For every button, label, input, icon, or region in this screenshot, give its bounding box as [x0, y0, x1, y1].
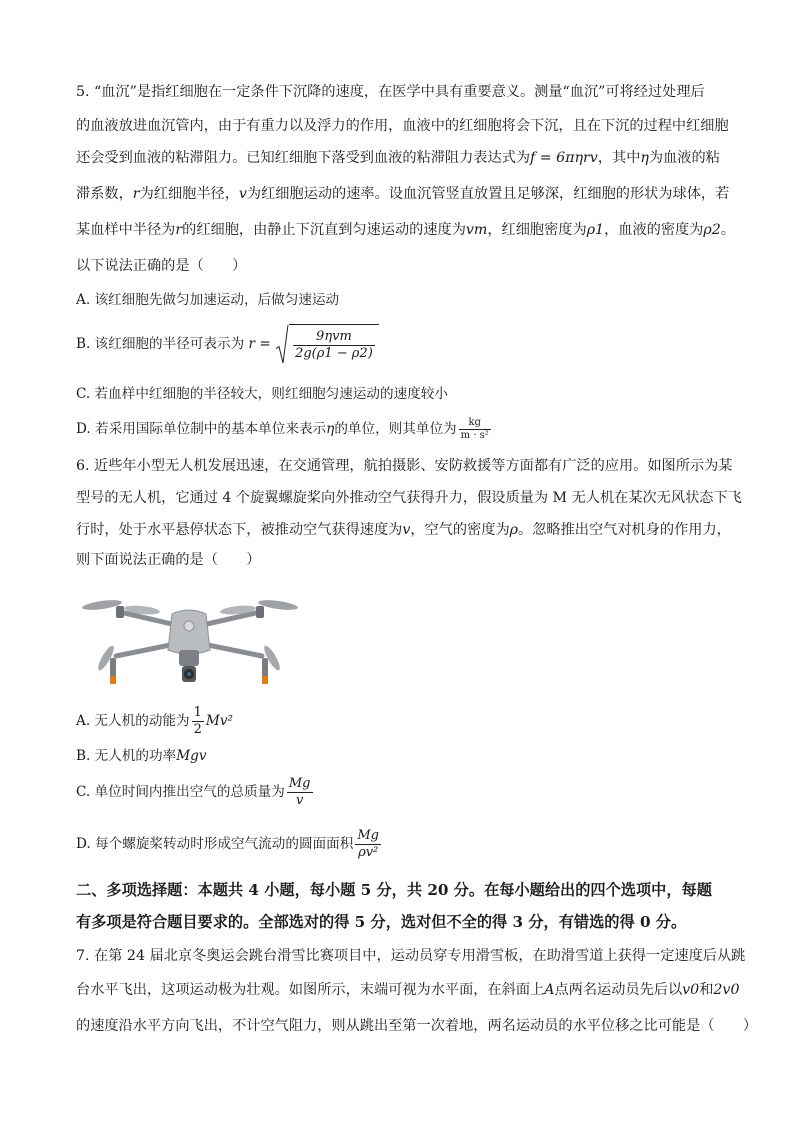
q5-line-1: 5. “血沉”是指红细胞在一定条件下沉降的速度，在医学中具有重要意义。测量“血沉”可将经过处理后 — [76, 84, 705, 100]
q5-option-b-text: B. 该红细胞的半径可表示为 — [76, 336, 245, 352]
unit-numerator: kg — [459, 417, 491, 430]
half-numerator: 1 — [193, 705, 202, 720]
q6-line-3-text-a: 行时，处于水平悬停状态下，被推动空气获得速度为 — [76, 522, 403, 538]
q5-line-5-text-b: 的红细胞，由静止下沉直到匀速运动的速度为 — [182, 222, 466, 238]
q5-line-3-text-b: ，其中 — [597, 150, 641, 166]
radius-denominator: 2g(ρ1 − ρ2) — [295, 346, 373, 361]
mass-rate-numerator: Mg — [288, 776, 311, 791]
q5-line-5 — [76, 220, 735, 240]
2v0-symbol: 2v0 — [713, 982, 740, 998]
q6-line-4: 则下面说法正确的是（ ） — [76, 552, 261, 568]
q5-option-b[interactable] — [76, 324, 379, 365]
q7-line-1: 7. 在第 24 届北京冬奥运会跳台滑雪比赛项目中，运动员穿专用滑雪板，在助滑雪道上获得一定速度后从跳 — [76, 948, 746, 964]
v-symbol: v — [402, 522, 411, 538]
q6-line-3 — [76, 520, 731, 540]
q5-line-4-text-c: 为红细胞运动的速率。设血沉管竖直放置且足够深，红细胞的形状为球体，若 — [246, 186, 730, 202]
q6-option-a-text: A. 无人机的动能为 — [76, 713, 190, 729]
vm-symbol: vm — [465, 222, 488, 238]
radius-lhs: r = — [248, 336, 271, 352]
q5-option-d-text-a: D. 若采用国际单位制中的基本单位来表示 — [76, 421, 327, 437]
q6-option-c-text: C. 单位时间内推出空气的总质量为 — [76, 784, 285, 800]
kinetic-energy-term: Mv² — [205, 713, 233, 729]
q5-line-5-text-a: 某血样中半径为 — [76, 222, 176, 238]
mass-rate-denominator: v — [296, 793, 304, 808]
q5-line-5-text-e: 。 — [720, 222, 735, 238]
mass-rate-fraction — [287, 776, 313, 809]
q5-line-2: 的血液放进血沉管内，由于有重力以及浮力的作用，血液中的红细胞将会下沉，且在下沉的过程中红细胞 — [76, 118, 729, 134]
q5-line-3-text: 还会受到血液的粘滞阻力。已知红细胞下落受到血液的粘滞阻力表达式为 — [76, 150, 531, 166]
q5-line-4 — [76, 184, 729, 204]
drone-image — [80, 588, 298, 698]
rho1-symbol: ρ1 — [586, 222, 605, 238]
q7-line-3: 的速度沿水平方向飞出，不计空气阻力，则从跳出至第一次着地，两名运动员的水平位移之比可能是（ ） — [76, 1018, 758, 1034]
q5-line-5-text-d: ，血液的密度为 — [604, 222, 704, 238]
q6-line-2: 型号的无人机，它通过 4 个旋翼螺旋桨向外推动空气获得升力，假设质量为 M 无人机在某次无风状态下飞 — [76, 490, 742, 506]
radius-sqrt — [275, 324, 379, 365]
q7-line-2-text-a: 台水平飞出，这项运动极为壮观。如图所示，末端可视为水平面，在斜面上 — [76, 982, 545, 998]
power-term: Mgv — [176, 748, 207, 764]
q6-line-3-text-b: ，空气的密度为 — [410, 522, 510, 538]
q7-line-2 — [76, 980, 739, 1000]
half-denominator: 2 — [193, 722, 202, 737]
q7-line-2-text-c: 和 — [699, 982, 714, 998]
radius-fraction — [293, 329, 375, 362]
q6-option-d-text: D. 每个螺旋桨转动时形成空气流动的圆面面积 — [76, 836, 354, 852]
q5-option-c[interactable]: C. 若血样中红细胞的半径较大，则红细胞匀速运动的速度较小 — [76, 386, 448, 402]
rho-symbol: ρ — [509, 522, 519, 538]
eta-symbol: η — [640, 150, 649, 166]
q6-line-3-text-c: 。忽略推出空气对机身的作用力， — [518, 522, 731, 538]
area-fraction — [355, 828, 381, 861]
q6-option-b[interactable] — [76, 746, 207, 766]
rho2-symbol: ρ2 — [703, 222, 721, 238]
section-2-heading-line-1: 二、多项选择题：本题共 4 小题，每小题 5 分，共 20 分。在每小题给出的四个选项中，每题 — [76, 881, 712, 899]
r-symbol: r — [132, 186, 140, 202]
v0-symbol: v0 — [682, 982, 700, 998]
q5-line-3-text-c: 为血液的粘 — [648, 150, 720, 166]
q5-option-d-text-b: 的单位，则其单位为 — [334, 421, 457, 437]
q5-line-4-text-b: 为红细胞半径， — [139, 186, 239, 202]
q5-line-6: 以下说法正确的是（ ） — [76, 258, 247, 274]
v-symbol: v — [238, 186, 247, 202]
radius-numerator: 9ηvm — [293, 329, 375, 346]
sqrt-icon — [275, 324, 289, 365]
q6-option-b-text: B. 无人机的功率 — [76, 748, 177, 764]
r-symbol: r — [175, 222, 183, 238]
area-denominator: ρv² — [358, 845, 379, 860]
section-2-heading-line-2: 有多项是符合题目要求的。全部选对的得 5 分，选对但不全的得 3 分，有错选的得 0 分。 — [76, 913, 687, 931]
q5-line-5-text-c: ，红细胞密度为 — [487, 222, 587, 238]
area-numerator: Mg — [357, 828, 379, 843]
q5-line-3 — [76, 148, 720, 168]
point-a-label: A — [544, 982, 555, 998]
q7-line-2-text-b: 点两名运动员先后以 — [554, 982, 683, 998]
q5-line-4-text-a: 滞系数， — [76, 186, 133, 202]
q5-option-a[interactable]: A. 该红细胞先做匀加速运动，后做匀速运动 — [76, 292, 340, 308]
eta-symbol: η — [326, 421, 335, 437]
unit-denominator: m · s² — [460, 430, 489, 441]
unit-fraction — [459, 417, 491, 442]
q6-option-a[interactable] — [76, 704, 233, 738]
drag-force-formula: f = 6πηrv — [530, 150, 598, 166]
q6-line-1: 6. 近些年小型无人机发展迅速，在交通管理，航拍摄影、安防救援等方面都有广泛的应用。如图所示为某 — [76, 458, 733, 474]
q6-option-d[interactable] — [76, 826, 383, 862]
q6-option-c[interactable] — [76, 774, 315, 810]
q5-option-d[interactable] — [76, 414, 493, 444]
half-fraction — [192, 705, 204, 738]
